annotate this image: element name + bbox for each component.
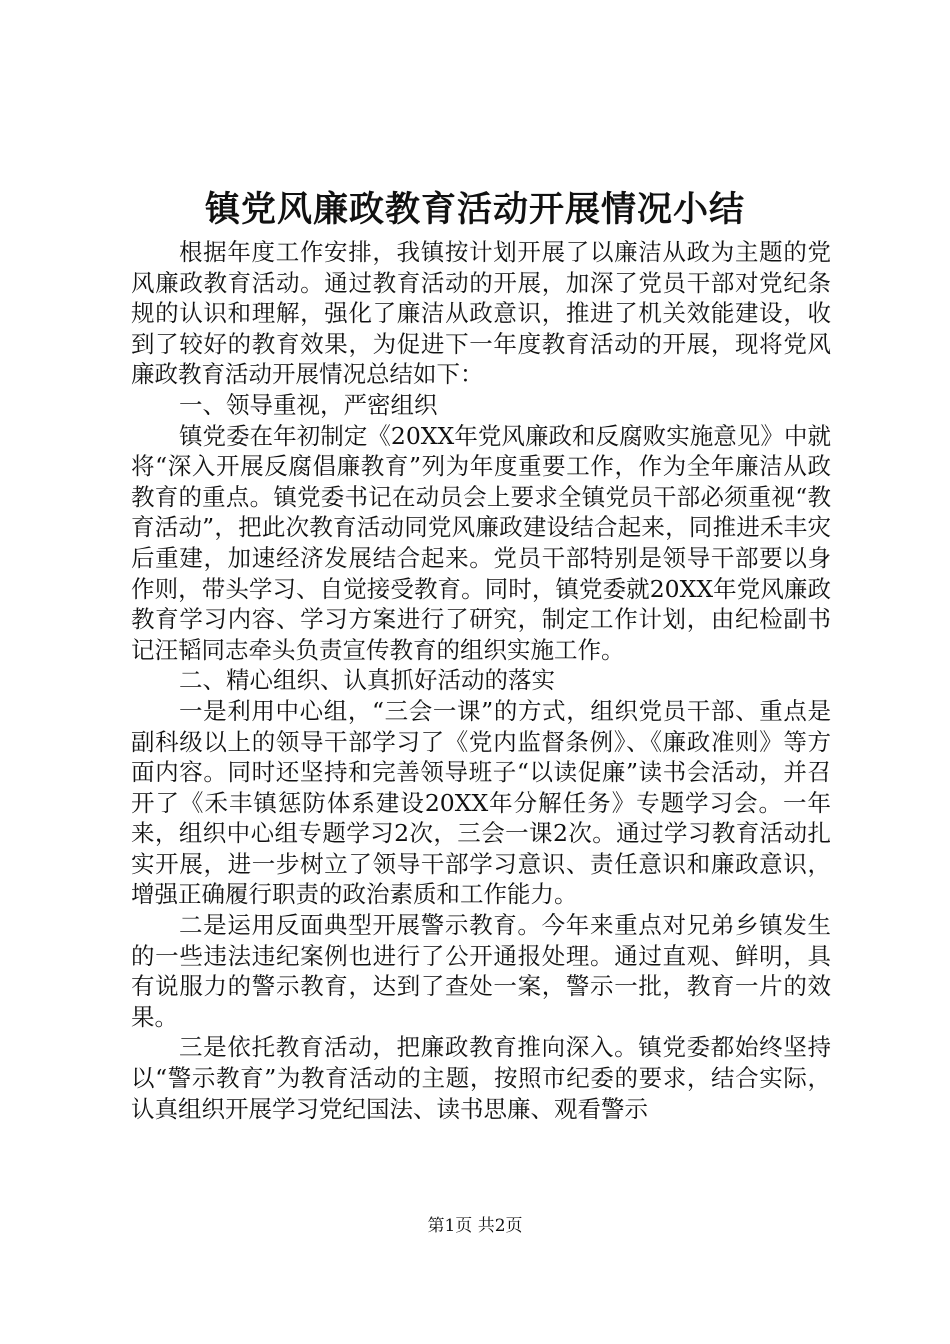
section-heading-1: 一、领导重视，严密组织	[179, 390, 438, 419]
section-1-paragraph: 镇党委在年初制定《20XX年党风廉政和反腐败实施意见》中就将“深入开展反腐倡廉教育”列为年度重要工作，作为全年廉洁从政教育的重点。镇党委书记在动员会上要求全镇党员干部必须重视“教育活动”，把此次教育活动同党风廉政建设结合起来，同推进禾丰灾后重建，加速经济发展结合起来。党员干部特别是领导干部要以身作则，带头学习、自觉接受教育。同时，镇党委就20XX年党风廉政教育学习内容、学习方案进行了研究，制定工作计划，由纪检副书记汪韬同志牵头负责宣传教育的组织实施工作。	[131, 421, 831, 664]
section-heading-2: 二、精心组织、认真抓好活动的落实	[179, 666, 555, 695]
section-2-paragraph-3: 三是依托教育活动，把廉政教育推向深入。镇党委都始终坚持以“警示教育”为教育活动的主题，按照市纪委的要求，结合实际，认真组织开展学习党纪国法、读书思廉、观看警示	[131, 1033, 831, 1123]
document-body	[131, 237, 831, 1124]
intro-paragraph: 根据年度工作安排，我镇按计划开展了以廉洁从政为主题的党风廉政教育活动。通过教育活动的开展，加深了党员干部对党纪条规的认识和理解，强化了廉洁从政意识，推进了机关效能建设，收到了较好的教育效果，为促进下一年度教育活动的开展，现将党风廉政教育活动开展情况总结如下：	[131, 238, 831, 389]
section-2-paragraph-2: 二是运用反面典型开展警示教育。今年来重点对兄弟乡镇发生的一些违法违纪案例也进行了公开通报处理。通过直观、鲜明，具有说服力的警示教育，达到了查处一案，警示一批，教育一片的效果。	[131, 911, 831, 1031]
page-number-footer: 第1页 共2页	[427, 1216, 523, 1236]
document-title: 镇党风廉政教育活动开展情况小结	[204, 189, 745, 230]
section-2-paragraph-1: 一是利用中心组，“三会一课”的方式，组织党员干部、重点是副科级以上的领导干部学习了《党内监督条例》、《廉政准则》等方面内容。同时还坚持和完善领导班子“以读促廉”读书会活动，并召开了《禾丰镇惩防体系建设20XX年分解任务》专题学习会。一年来，组织中心组专题学习2次，三会一课2次。通过学习教育活动扎实开展，进一步树立了领导干部学习意识、责任意识和廉政意识，增强正确履行职责的政治素质和工作能力。	[131, 696, 831, 909]
